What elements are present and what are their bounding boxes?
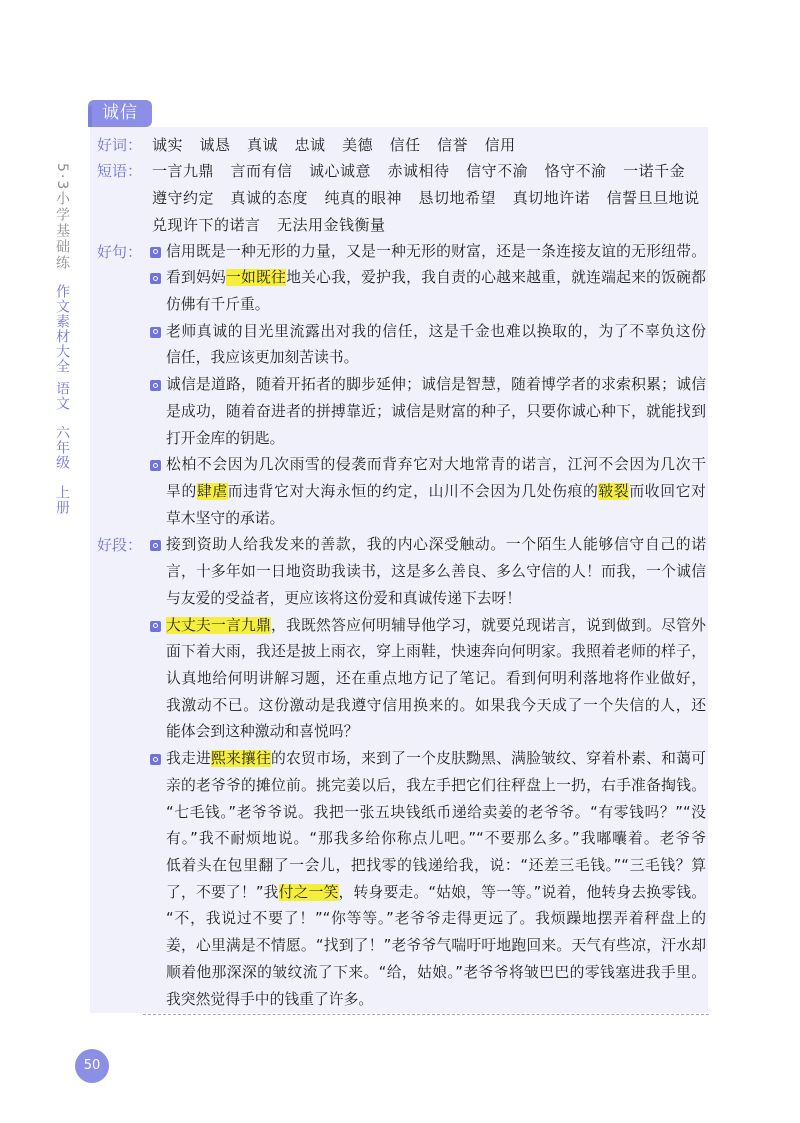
bullet-icon — [150, 621, 161, 632]
text-line — [166, 292, 706, 319]
page-number: 50 — [75, 1049, 109, 1083]
text-segment: 诚信是道路，随着开拓者的脚步延伸；诚信是智慧，随着博学者的求索积累；诚信 — [166, 376, 706, 394]
highlighted-phrase: 一如既往 — [226, 269, 287, 287]
phrase-row — [152, 158, 709, 185]
phrase: 诚心诚意 — [309, 162, 372, 181]
good-words-label: 好词： — [97, 135, 143, 154]
text-line — [166, 666, 706, 693]
text-segment: 我激动不已。这份激动是我遵守信用换来的。如果我今天成了一个失信的人，还 — [166, 696, 706, 714]
text-segment: 松柏不会因为几次雨雪的侵袭而背弃它对大地常青的诺言，江河不会因为几次干 — [166, 456, 706, 474]
phrase: 赤诚相待 — [387, 162, 450, 181]
bullet-icon — [150, 460, 161, 471]
text-segment: 认真地给何明讲解习题，还在重点地方记了笔记。看到何明利落地将作业做好， — [166, 670, 706, 687]
text-segment: 姜，心里满是不情愿。“找到了！”老爷爷气喘吁吁地跑回来。天气有些凉，汗水却 — [166, 937, 706, 955]
series-title: 5·3小学基础练 — [54, 163, 70, 272]
text-line — [166, 479, 706, 506]
highlighted-phrase: 肆虐 — [196, 482, 228, 500]
text-line — [166, 960, 706, 987]
paragraph-item — [97, 532, 709, 612]
bullet-icon — [150, 327, 161, 338]
good-sentences-list — [97, 239, 709, 533]
sentence-item — [97, 319, 709, 372]
section-title-tab: 诚信 — [88, 100, 152, 127]
text-segment: 信用既是一种无形的力量，又是一种无形的财富，还是一条连接友谊的无形纽带。 — [166, 242, 706, 260]
text-segment: “不，我说过不要了！”“你等等。”老爷爷走得更远了。我烦躁地摆弄着秤盘上的 — [166, 910, 706, 928]
text-line — [166, 906, 706, 933]
text-segment: 打开金库的钥匙。 — [166, 429, 285, 447]
text-line — [166, 880, 706, 907]
phrase: 无法用金钱衡量 — [277, 215, 386, 234]
paragraph-item — [97, 613, 709, 747]
bullet-icon — [150, 247, 161, 258]
text-segment: 低着头在包里翻了一会儿，把找零的钱递给我，说：“还差三毛钱。”“三毛钱？算 — [166, 857, 706, 875]
good-paragraphs-section — [97, 532, 709, 1013]
good-word: 诚实 — [152, 135, 184, 154]
phrase: 纯真的眼神 — [324, 189, 403, 208]
text-line — [166, 532, 706, 559]
text-segment: 与友爱的受益者，更应该将这份爱和真诚传递下去呀！ — [166, 589, 522, 607]
good-paragraphs-list — [97, 532, 709, 1013]
good-word: 真诚 — [247, 135, 279, 154]
phrase: 一言九鼎 — [152, 162, 215, 181]
text-segment: 的农贸市场，来到了一个皮肤黝黑、满脸皱纹、穿着朴素、和蔼可 — [271, 750, 706, 768]
text-line — [166, 426, 706, 453]
text-line — [166, 853, 706, 880]
text-segment: 接到资助人给我发来的善款，我的内心深受触动。一个陌生人能够信守自己的诺 — [166, 536, 706, 554]
phrase: 真诚的态度 — [230, 189, 309, 208]
highlighted-phrase: 皲裂 — [598, 482, 630, 500]
text-segment: 有。”我不耐烦地说。“那我多给你称点儿吧。”“不要那么多。”我嘟囔着。老爷爷 — [166, 830, 706, 848]
text-segment: 面下着大雨，我还是披上雨衣，穿上雨鞋，快速奔向何明家。我照着老师的样子， — [166, 643, 706, 661]
text-line — [166, 586, 706, 613]
text-line — [166, 826, 706, 853]
phrase: 恪守不渝 — [544, 162, 607, 181]
phrases-section — [97, 158, 709, 238]
volume-label: 上册 — [54, 485, 70, 515]
text-line — [166, 800, 706, 827]
text-line — [166, 345, 706, 372]
text-segment: 草木坚守的承诺。 — [166, 509, 285, 527]
text-segment: 我走进 — [166, 750, 212, 768]
text-line — [166, 239, 706, 266]
phrases-body — [97, 158, 709, 238]
sentence-item — [97, 265, 709, 318]
dashed-divider — [143, 1014, 709, 1015]
phrase: 一诺千金 — [623, 162, 686, 181]
good-word: 忠诚 — [294, 135, 326, 154]
good-word: 诚恳 — [199, 135, 231, 154]
good-word: 美德 — [342, 135, 374, 154]
text-line — [166, 372, 706, 399]
text-line — [166, 746, 706, 773]
sentence-item — [97, 239, 709, 266]
text-line — [166, 506, 706, 533]
highlighted-phrase: 大丈夫一言九鼎 — [166, 616, 272, 634]
text-segment: 言，十多年如一日地资助我读书，这是多么善良、多么守信的人！而我，一个诚信 — [166, 563, 706, 581]
text-segment: 看到妈妈 — [166, 269, 227, 287]
phrase: 恳切地希望 — [418, 189, 497, 208]
phrase: 真切地许诺 — [512, 189, 591, 208]
paragraph-item — [97, 746, 709, 1013]
text-segment: 而违背它对大海永恒的约定，山川不会因为几处伤痕的 — [227, 482, 599, 500]
good-word: 信任 — [389, 135, 421, 154]
text-line — [166, 693, 706, 720]
bullet-icon — [150, 273, 161, 284]
phrase: 言而有信 — [230, 162, 293, 181]
highlighted-phrase: 熙来攘往 — [211, 750, 272, 768]
phrase: 兑现许下的诺言 — [152, 215, 261, 234]
good-words-list — [152, 132, 709, 159]
text-segment: ，我既然答应何明辅导他学习，就要兑现诺言，说到做到。尽管外 — [271, 616, 706, 634]
bullet-icon — [150, 380, 161, 391]
highlighted-phrase: 付之一笑 — [278, 883, 339, 901]
grade-label: 六年级 — [54, 425, 70, 470]
text-line — [166, 399, 706, 426]
text-segment: 老师真诚的目光里流露出对我的信任，这是千金也难以换取的，为了不辜负这份 — [166, 322, 706, 340]
phrase-row — [152, 185, 709, 212]
text-segment: “七毛钱。”老爷爷说。我把一张五块钱纸币递给卖姜的老爷爷。“有零钱吗？”“没 — [166, 803, 706, 821]
text-line — [166, 773, 706, 800]
text-line — [166, 639, 706, 666]
phrase: 遵守约定 — [152, 189, 215, 208]
text-line — [166, 933, 706, 960]
phrase: 信誓旦旦地说 — [606, 189, 700, 208]
good-word: 信用 — [484, 135, 516, 154]
text-segment: 了，不要了！”我 — [166, 883, 279, 901]
text-line — [166, 987, 706, 1014]
text-segment: 信任，我应该更加刻苦读书。 — [166, 349, 359, 367]
text-segment: 亲的老爷爷的摊位前。挑完姜以后，我左手把它们往秤盘上一扔，右手准备掏钱。 — [166, 776, 706, 794]
good-sentences-section — [97, 239, 709, 533]
text-line — [166, 452, 706, 479]
bullet-icon — [150, 754, 161, 765]
phrases-label: 短语： — [97, 162, 143, 181]
good-word: 信誉 — [437, 135, 469, 154]
sentence-item — [97, 452, 709, 532]
text-segment: 旱的 — [166, 482, 197, 500]
page-content — [97, 132, 709, 1014]
good-paragraphs-label: 好段： — [97, 536, 143, 555]
text-line — [166, 319, 706, 346]
text-segment: 能体会到这种激动和喜悦吗？ — [166, 723, 359, 741]
sentence-item — [97, 372, 709, 452]
text-segment: 顺着他那深深的皱纹流了下来。“给，姑娘。”老爷爷将皱巴巴的零钱塞进我手里。 — [166, 963, 706, 981]
text-segment: 我突然觉得手中的钱重了许多。 — [166, 990, 374, 1008]
text-line — [166, 719, 706, 746]
subject-label: 语文 — [54, 381, 70, 411]
text-segment: 仿佛有千斤重。 — [166, 295, 270, 313]
phrase-row — [152, 212, 709, 239]
text-segment: 是成功，随着奋进者的拼搏靠近；诚信是财富的种子，只要你诚心种下，就能找到 — [166, 402, 706, 420]
text-segment: ，转身要走。“姑娘，等一等。”说着，他转身去换零钱。 — [338, 883, 706, 901]
bullet-icon — [150, 540, 161, 551]
good-sentences-label: 好句： — [97, 242, 143, 261]
text-line — [166, 559, 706, 586]
text-line — [166, 613, 706, 640]
text-segment: 地关心我，爱护我，我自责的心越来越重，就连端起来的饭碗都 — [286, 269, 706, 287]
text-segment: 而收回它对 — [629, 482, 706, 500]
phrase: 信守不渝 — [466, 162, 529, 181]
good-words-section — [97, 132, 709, 159]
book-title: 作文素材大全 — [54, 284, 70, 374]
text-line — [166, 265, 706, 292]
